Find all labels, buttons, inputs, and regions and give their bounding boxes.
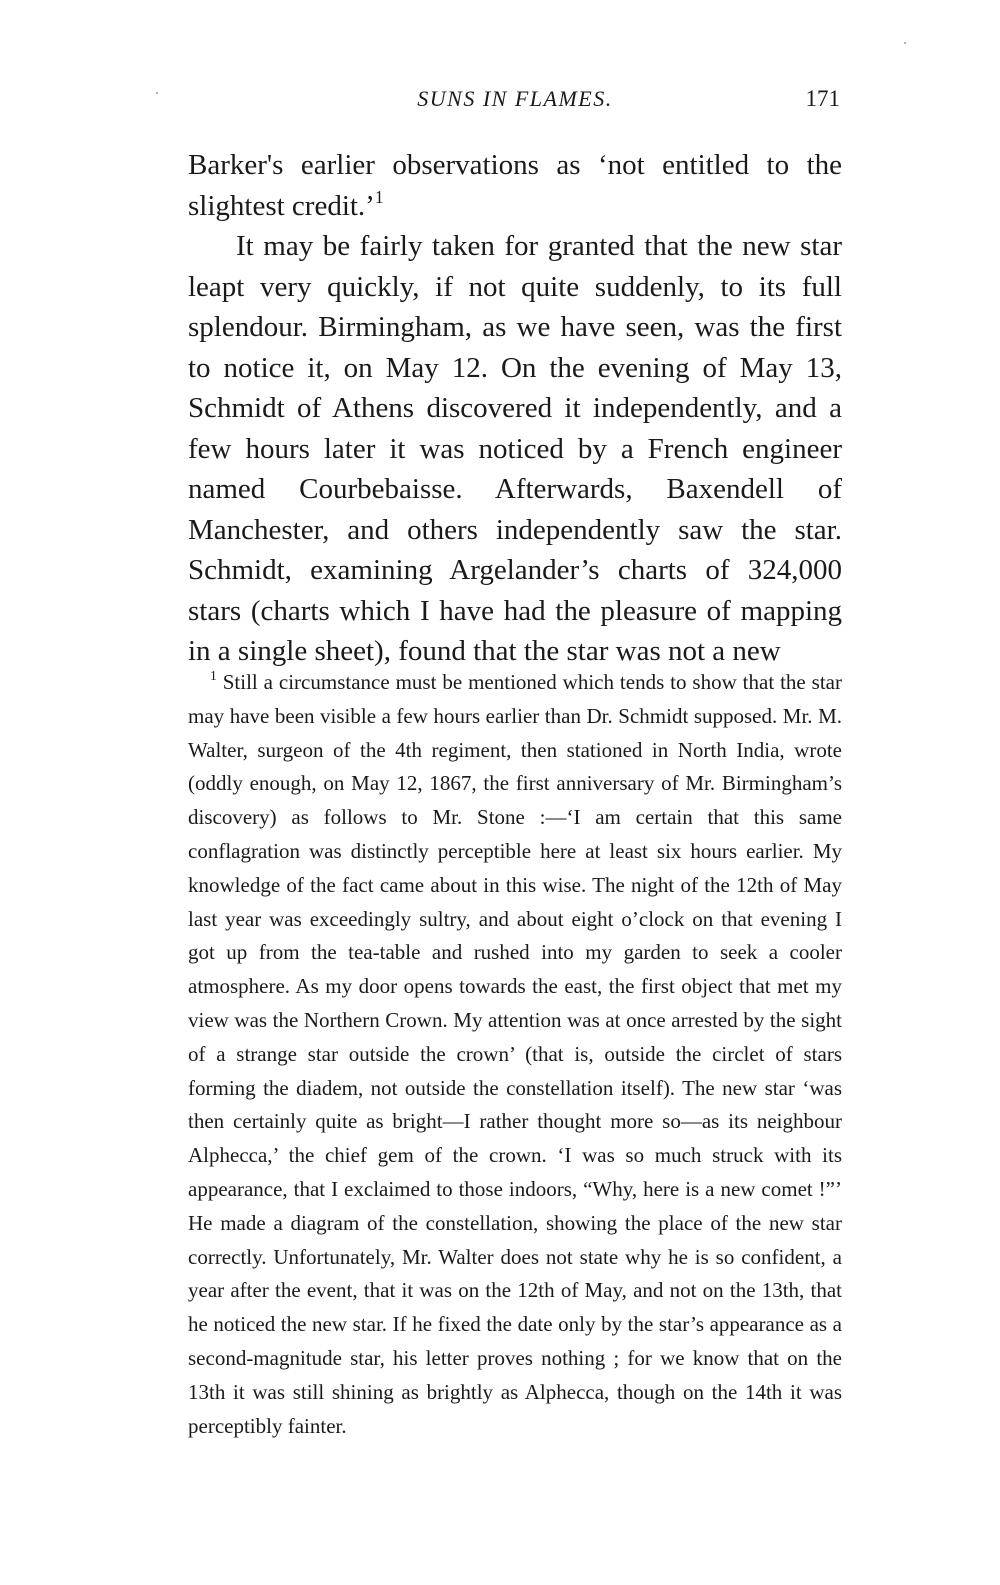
footnote-marker: 1	[210, 668, 217, 684]
footnote-paragraph	[188, 666, 842, 1443]
paragraph	[188, 145, 842, 226]
main-text	[188, 145, 842, 672]
paper-speck	[904, 42, 906, 44]
paper-speck	[156, 92, 158, 94]
footnote	[188, 666, 842, 1443]
paragraph: It may be fairly taken for granted that the new star leapt very quickly, if not quite suddenly, to its full splendour. Birmingham, as we have seen, was the first to notice it, on May 12. On the evening of May 13, Schmidt of Athens discovered it independently, and a few hours later it was noticed by a French engineer named Courbebaisse. Afterwards, Baxendell of Manchester, and others independently saw the star. Schmidt, examining Argelander’s charts of 324,000 stars (charts which I have had the pleasure of mapping in a single sheet), found that the star was not a new	[188, 230, 842, 667]
footnote-reference: 1	[374, 186, 384, 207]
page-number: 171	[805, 86, 840, 111]
running-title: SUNS IN FLAMES.	[417, 86, 613, 111]
page-header	[188, 86, 842, 120]
paragraph-text: Barker's earlier observations as ‘not entitled to the slightest credit.’	[188, 149, 842, 222]
footnote-text: Still a circumstance must be mentioned which tends to show that the star may have been visible a few hours earlier than Dr. Schmidt supposed. Mr. M. Walter, surgeon of the 4th regiment, then stationed in North India, wrote (oddly enough, on May 12, 1867, the first anniversary of Mr. Birmingham’s discovery) as follows to Mr. Stone :—‘I am certain that this same conflagration was distinctly perceptible here at least six hours earlier. My knowledge of the fact came about in this wise. The night of the 12th of May last year was exceedingly sultry, and about eight o’clock on that evening I got up from the tea-table and rushed into my garden to seek a cooler atmosphere. As my door opens towards the east, the first object that met my view was the Northern Crown. My attention was at once arrested by the sight of a strange star outside the crown’ (that is, outside the circlet of stars forming the diadem, not outside the constellation itself). The new star ‘was then certainly quite as bright—I rather thought more so—as its neighbour Alphecca,’ the chief gem of the crown. ‘I was so much struck with its appearance, that I exclaimed to those indoors, “Why, here is a new comet !”’ He made a diagram of the constellation, showing the place of the new star correctly. Unfortunately, Mr. Walter does not state why he is so confident, a year after the event, that it was on the 12th of May, and not on the 13th, that he noticed the new star. If he fixed the date only by the star’s appearance as a second-magnitude star, his letter proves nothing ; for we know that on the 13th it was still shining as brightly as Alphecca, though on the 14th it was perceptibly fainter.	[188, 670, 842, 1438]
